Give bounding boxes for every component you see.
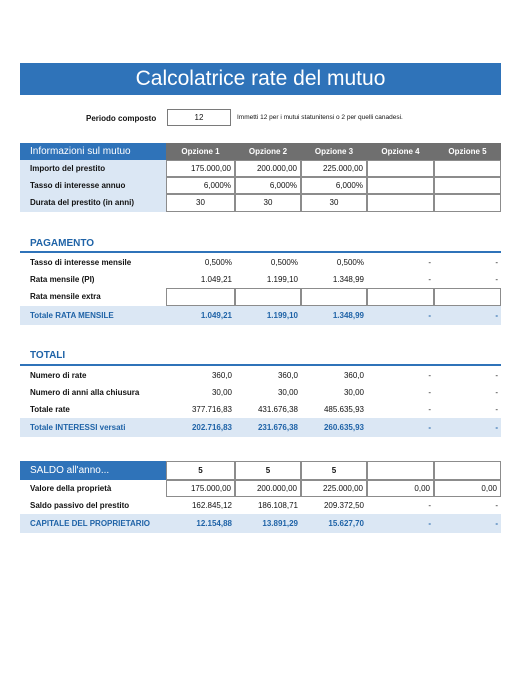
loan-term-input[interactable]: 30 — [301, 194, 367, 212]
value-cell: 1.199,10 — [266, 311, 298, 320]
value-cell: - — [495, 519, 498, 528]
balance-year-input[interactable] — [434, 461, 501, 480]
loan-term-input[interactable] — [434, 194, 501, 212]
row-label: CAPITALE DEL PROPRIETARIO — [30, 519, 151, 528]
loan-amount-input[interactable]: 200.000,00 — [235, 160, 301, 177]
row-label: Importo del prestito — [20, 160, 166, 177]
value-cell: 162.845,12 — [191, 501, 232, 510]
row-label: Numero di anni alla chiusura — [30, 388, 140, 397]
period-label: Periodo composto — [86, 114, 157, 123]
property-value-row — [20, 480, 501, 497]
property-value-input[interactable]: 0,00 — [367, 480, 434, 497]
loan-term-input[interactable]: 30 — [166, 194, 235, 212]
loan-term-row — [20, 194, 501, 212]
loan-term-input[interactable]: 30 — [235, 194, 301, 212]
total-payment-row — [20, 306, 501, 325]
interest-rate-input[interactable]: 6,000% — [166, 177, 235, 194]
value-cell: - — [428, 405, 431, 414]
balance-header: SALDO all'anno... — [20, 461, 166, 480]
value-cell: 209.372,50 — [323, 501, 364, 510]
option-header: Opzione 4 — [367, 143, 434, 160]
property-value-input[interactable]: 0,00 — [434, 480, 501, 497]
value-cell: 202.716,83 — [191, 423, 232, 432]
value-cell: - — [428, 371, 431, 380]
option-header: Opzione 2 — [235, 143, 301, 160]
value-cell: 260.635,93 — [323, 423, 364, 432]
section-title-payment: PAGAMENTO — [30, 238, 95, 249]
balance-year-input[interactable]: 5 — [166, 461, 235, 480]
balance-header-row — [20, 461, 501, 480]
value-cell: 0,500% — [270, 258, 298, 267]
extra-payment-input[interactable] — [367, 288, 434, 306]
value-cell: - — [428, 388, 431, 397]
row-label: Numero di rate — [30, 371, 87, 380]
extra-payment-input[interactable] — [301, 288, 367, 306]
value-cell: 30,00 — [277, 388, 298, 397]
row-label: Valore della proprietà — [30, 484, 112, 493]
value-cell: 1.348,99 — [332, 275, 364, 284]
value-cell: - — [495, 258, 498, 267]
years-to-close-row — [20, 384, 501, 401]
extra-payment-row — [20, 288, 501, 306]
section-divider — [20, 364, 501, 366]
value-cell: - — [495, 501, 498, 510]
loan-balance-row — [20, 497, 501, 514]
loan-header: Informazioni sul mutuo — [20, 143, 166, 160]
value-cell: - — [495, 405, 498, 414]
interest-rate-input[interactable]: 6,000% — [301, 177, 367, 194]
value-cell: - — [428, 501, 431, 510]
interest-rate-input[interactable] — [434, 177, 501, 194]
row-label: Rata mensile (PI) — [30, 275, 95, 284]
extra-payment-input[interactable] — [235, 288, 301, 306]
value-cell: - — [495, 275, 498, 284]
loan-amount-input[interactable]: 225.000,00 — [301, 160, 367, 177]
owner-equity-row — [20, 514, 501, 533]
value-cell: 1.348,99 — [332, 311, 364, 320]
row-label: Saldo passivo del prestito — [30, 501, 130, 510]
period-input[interactable]: 12 — [167, 109, 231, 126]
loan-amount-row — [20, 160, 501, 177]
extra-payment-input[interactable] — [434, 288, 501, 306]
value-cell: 431.676,38 — [257, 405, 298, 414]
loan-amount-input[interactable] — [434, 160, 501, 177]
value-cell: - — [428, 258, 431, 267]
balance-year-input[interactable]: 5 — [235, 461, 301, 480]
value-cell: 1.199,10 — [266, 275, 298, 284]
row-label: Totale RATA MENSILE — [30, 311, 114, 320]
loan-header-row — [20, 143, 501, 160]
monthly-payment-row — [20, 271, 501, 288]
property-value-input[interactable]: 200.000,00 — [235, 480, 301, 497]
value-cell: 13.891,29 — [262, 519, 298, 528]
value-cell: - — [495, 423, 498, 432]
row-label: Tasso di interesse annuo — [20, 177, 166, 194]
balance-year-input[interactable] — [367, 461, 434, 480]
monthly-rate-row — [20, 254, 501, 271]
row-label: Tasso di interesse mensile — [30, 258, 132, 267]
extra-payment-input[interactable] — [166, 288, 235, 306]
value-cell: 0,500% — [336, 258, 364, 267]
row-label: Durata del prestito (in anni) — [20, 194, 166, 212]
value-cell: 15.627,70 — [328, 519, 364, 528]
value-cell: 1.049,21 — [200, 311, 232, 320]
option-header: Opzione 3 — [301, 143, 367, 160]
loan-amount-input[interactable]: 175.000,00 — [166, 160, 235, 177]
interest-rate-input[interactable]: 6,000% — [235, 177, 301, 194]
row-label: Totale rate — [30, 405, 70, 414]
value-cell: - — [428, 275, 431, 284]
row-label: Totale INTERESSI versati — [30, 423, 126, 432]
value-cell: 377.716,83 — [191, 405, 232, 414]
value-cell: - — [428, 311, 431, 320]
total-interest-row — [20, 418, 501, 437]
value-cell: 1.049,21 — [200, 275, 232, 284]
value-cell: 0,500% — [204, 258, 232, 267]
value-cell: 30,00 — [343, 388, 364, 397]
section-title-totals: TOTALI — [30, 350, 66, 361]
value-cell: - — [495, 371, 498, 380]
value-cell: 360,0 — [277, 371, 298, 380]
loan-amount-input[interactable] — [367, 160, 434, 177]
row-label: Rata mensile extra — [30, 292, 101, 301]
balance-year-input[interactable]: 5 — [301, 461, 367, 480]
value-cell: 485.635,93 — [323, 405, 364, 414]
value-cell: - — [428, 519, 431, 528]
value-cell: - — [495, 388, 498, 397]
page-title: Calcolatrice rate del mutuo — [20, 63, 501, 95]
loan-term-input[interactable] — [367, 194, 434, 212]
value-cell: 186.108,71 — [257, 501, 298, 510]
interest-rate-input[interactable] — [367, 177, 434, 194]
interest-rate-row — [20, 177, 501, 194]
option-header: Opzione 1 — [166, 143, 235, 160]
property-value-input[interactable]: 225.000,00 — [301, 480, 367, 497]
value-cell: 360,0 — [343, 371, 364, 380]
value-cell: - — [495, 311, 498, 320]
payments-count-row — [20, 367, 501, 384]
value-cell: 360,0 — [211, 371, 232, 380]
value-cell: 12.154,88 — [196, 519, 232, 528]
period-note: Immetti 12 per i mutui statunitensi o 2 per quelli canadesi. — [237, 114, 403, 121]
value-cell: 30,00 — [211, 388, 232, 397]
value-cell: - — [428, 423, 431, 432]
property-value-input[interactable]: 175.000,00 — [166, 480, 235, 497]
total-payments-row — [20, 401, 501, 418]
option-header: Opzione 5 — [434, 143, 501, 160]
section-divider — [20, 251, 501, 253]
value-cell: 231.676,38 — [257, 423, 298, 432]
